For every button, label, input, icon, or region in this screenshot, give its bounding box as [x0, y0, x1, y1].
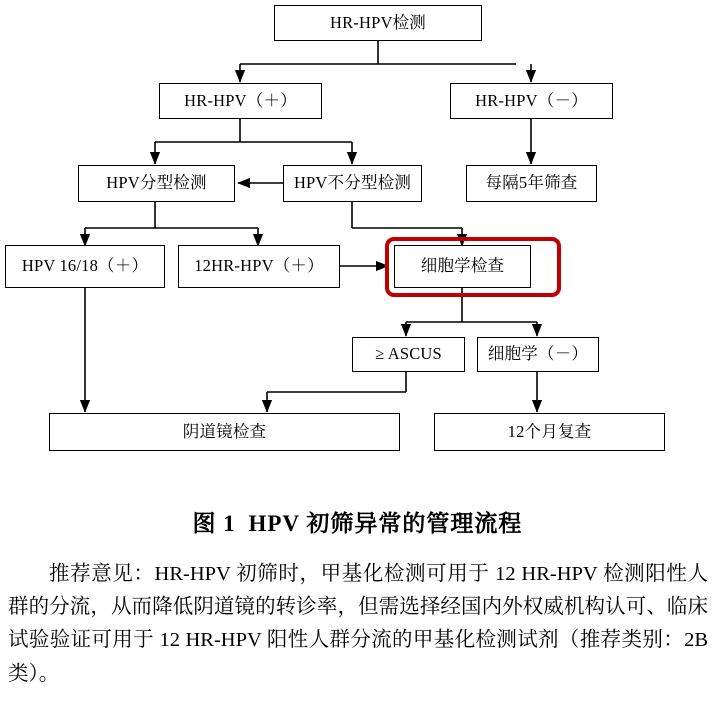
node-label: ≥ ASCUS [375, 344, 442, 364]
node-hr-hpv-test [274, 5, 482, 41]
node-label: 细胞学检查 [420, 256, 505, 276]
node-hpv-non-typing-test [283, 165, 422, 202]
node-hr-hpv-negative [450, 83, 613, 119]
node-label: 12个月复查 [507, 421, 592, 441]
node-ascus-or-above [352, 337, 465, 372]
node-label: HR-HPV（＋） [184, 90, 297, 110]
node-label: 阴道镜检查 [182, 421, 267, 441]
figure-title: HPV 初筛异常的管理流程 [248, 511, 523, 536]
node-hpv-16-18-positive [5, 245, 165, 288]
node-hr-hpv-positive [159, 83, 322, 119]
node-12-hr-hpv-positive [178, 245, 340, 288]
node-hpv-typing-test [78, 165, 235, 202]
recommendation-paragraph: 推荐意见：HR-HPV 初筛时，甲基化检测可用于 12 HR-HPV 检测阳性人群的分流，从而降低阴道镜的转诊率，但需选择经国内外权威机构认可、临床试验验证可用于 12 HR-HPV 阳性人群分流的甲基化检测试剂（推荐类别：2B 类）。 [8, 563, 708, 685]
node-colposcopy [49, 413, 400, 451]
node-recheck-12-months [434, 413, 665, 451]
node-label: HR-HPV检测 [329, 12, 427, 32]
node-label: 细胞学（－） [487, 344, 589, 364]
node-screen-every-5-years [466, 165, 597, 202]
node-label: HPV不分型检测 [293, 173, 412, 193]
node-cytology-test [394, 245, 531, 288]
node-label: HPV分型检测 [106, 173, 207, 193]
node-label: HPV 16/18（＋） [21, 256, 149, 276]
node-cytology-negative [477, 337, 599, 372]
body-text [8, 558, 708, 691]
node-label: 每隔5年筛查 [485, 173, 578, 193]
figure-number: 图 1 [192, 511, 236, 536]
node-label: 12HR-HPV（＋） [194, 256, 324, 276]
figure-caption [0, 505, 715, 538]
node-label: HR-HPV（－） [475, 90, 588, 110]
